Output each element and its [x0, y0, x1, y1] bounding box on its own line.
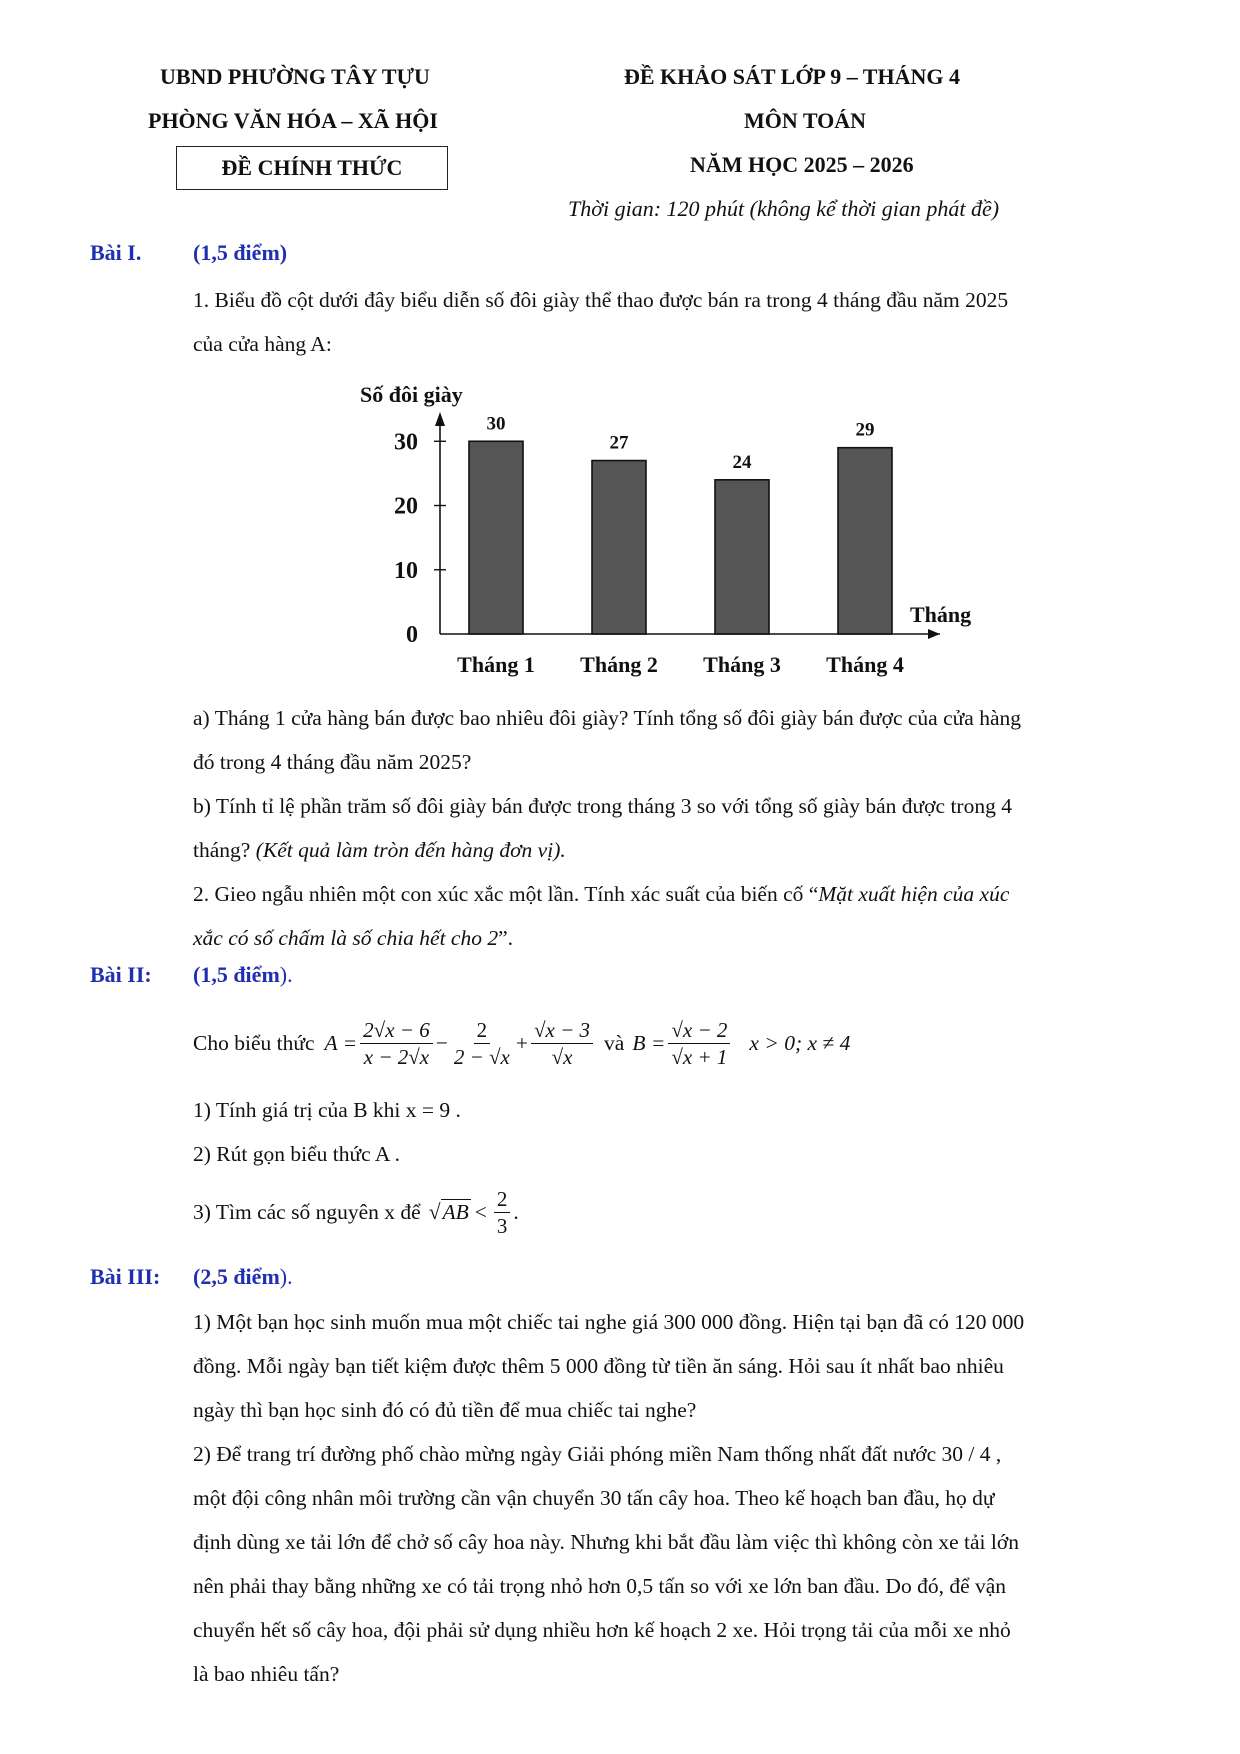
section-2-label: Bài II: [90, 962, 152, 987]
bai3-p2-line2: một đội công nhân môi trường cần vận chuyển 30 tấn cây hoa. Theo kế hoạch ban đầu, họ dự [193, 1486, 995, 1510]
less-than: < [474, 1199, 487, 1224]
qb-line2-italic: (Kết quả làm tròn đến hàng đơn vị). [255, 838, 566, 862]
data-label: 27 [609, 432, 629, 454]
y-tick-label: 30 [394, 429, 418, 456]
time-note: Thời gian: 120 phút (không kể thời gian phát đề) [568, 196, 1000, 221]
frac-q3 [494, 1186, 511, 1239]
section-3-points-tail: ). [279, 1264, 293, 1289]
expr-a-name: A = [324, 1030, 358, 1055]
frac-1 [360, 1017, 433, 1070]
minus-sign: − [435, 1030, 448, 1055]
x-tick-label: Tháng 2 [580, 652, 658, 677]
y-tick-label: 20 [394, 493, 418, 520]
frac-3-den: √x [551, 1044, 573, 1069]
q2-line2-italic: xắc có số chấm là số chia hết cho 2 [193, 926, 499, 950]
expression-intro: Cho biểu thức [193, 1030, 315, 1055]
section-2-points-tail: ). [279, 962, 293, 987]
header-left-line2: PHÒNG VĂN HÓA – XÃ HỘI [148, 108, 438, 133]
data-label: 30 [486, 413, 506, 435]
qa-line2: đó trong 4 tháng đầu năm 2025? [193, 750, 472, 774]
bai3-p2-line1: 2) Để trang trí đường phố chào mừng ngày Giải phóng miền Nam thống nhất đất nước 30 / 4 , [193, 1442, 1002, 1466]
bai2-q3-prefix: 3) Tìm các số nguyên x để [193, 1199, 421, 1224]
frac-1-den: x − 2√x [363, 1044, 430, 1069]
bai3-p2-line3: định dùng xe tải lớn để chở số cây hoa này. Nhưng khi bắt đầu làm việc thì không còn xe tải lớn [193, 1530, 1019, 1554]
frac-b-num: √x − 2 [668, 1017, 730, 1044]
bar [838, 448, 892, 634]
plus-sign: + [515, 1030, 529, 1055]
section-3-label: Bài III: [90, 1264, 161, 1289]
official-exam-box: ĐỀ CHÍNH THỨC [176, 146, 448, 190]
section-3-points [193, 1264, 293, 1290]
expression-line [193, 1008, 850, 1078]
section-1-label: Bài I. [90, 240, 142, 265]
q2-line2-plain: ”. [498, 926, 514, 950]
q3-period: . [513, 1199, 519, 1224]
qb-line2 [193, 828, 566, 872]
domain-condition: x > 0; x ≠ 4 [749, 1030, 851, 1055]
data-label: 24 [732, 451, 752, 473]
bai3-p2-line6: là bao nhiêu tấn? [193, 1662, 340, 1686]
sqrt-ab: AB [442, 1200, 469, 1224]
section-3-points-bold: (2,5 điểm [193, 1264, 280, 1289]
sqrt-symbol: √ [428, 1199, 441, 1224]
x-tick-label: Tháng 3 [703, 652, 781, 677]
x-axis-arrow [928, 629, 940, 639]
q2-line1-plain: 2. Gieo ngẫu nhiên một con xúc xắc một lần. Tính xác suất của biến cố “ [193, 882, 819, 906]
bar [592, 461, 646, 634]
q2-line1-italic: Mặt xuất hiện của xúc [818, 882, 1010, 906]
qb-line1: b) Tính tỉ lệ phần trăm số đôi giày bán được trong tháng 3 so với tổng số giày bán được trong 4 [193, 794, 1012, 818]
bai3-p1-line3: ngày thì bạn học sinh đó có đủ tiền để mua chiếc tai nghe? [193, 1398, 697, 1422]
frac-3 [531, 1017, 593, 1070]
bai2-q2: 2) Rút gọn biểu thức A . [193, 1142, 400, 1166]
header-right-line2: MÔN TOÁN [744, 108, 867, 133]
bai3-p1-line1: 1) Một bạn học sinh muốn mua một chiếc tai nghe giá 300 000 đồng. Hiện tại bạn đã có 120 000 [193, 1310, 1025, 1334]
y-tick-label: 10 [394, 557, 418, 584]
frac-2-den: 2 − √x [453, 1044, 510, 1069]
q2-line2 [193, 916, 513, 960]
frac-b-den: √x + 1 [671, 1044, 728, 1069]
x-tick-label: Tháng 4 [826, 652, 904, 677]
bar-chart [350, 372, 990, 682]
qb-line2-plain: tháng? [193, 838, 256, 862]
and-word: và [604, 1030, 625, 1055]
expr-b-name: B = [632, 1030, 666, 1055]
bai2-q3 [193, 1180, 519, 1244]
frac-b [668, 1017, 730, 1070]
data-label: 29 [855, 419, 875, 441]
q1-line1: 1. Biểu đồ cột dưới đây biểu diễn số đôi giày thể thao được bán ra trong 4 tháng đầu năm 2025 [193, 288, 1009, 312]
y-tick-label: 0 [406, 622, 418, 648]
x-tick-label: Tháng 1 [457, 652, 535, 677]
y-axis-arrow [435, 412, 445, 426]
frac-3-num: √x − 3 [531, 1017, 593, 1044]
header-right-line1: ĐỀ KHẢO SÁT LỚP 9 – THÁNG 4 [624, 64, 960, 89]
frac-q3-den: 3 [496, 1213, 508, 1238]
bai3-p1-line2: đồng. Mỗi ngày bạn tiết kiệm được thêm 5 000 đồng từ tiền ăn sáng. Hỏi sau ít nhất bao nhiêu [193, 1354, 1004, 1378]
q2-line1 [193, 872, 1009, 916]
bai3-p2-line5: chuyển hết số cây hoa, đội phải sử dụng nhiều hơn kế hoạch 2 xe. Hỏi trọng tải của mỗi xe nhỏ [193, 1618, 1011, 1642]
header-left-line1: UBND PHƯỜNG TÂY TỰU [160, 64, 430, 89]
frac-2-num: 2 [474, 1017, 491, 1044]
frac-q3-num: 2 [494, 1186, 511, 1213]
q1-line2: của cửa hàng A: [193, 332, 332, 356]
section-1-points: (1,5 điểm) [193, 240, 288, 265]
frac-2 [451, 1017, 513, 1070]
x-axis-label: Tháng [910, 602, 972, 627]
bar [469, 441, 523, 634]
section-2-points [193, 962, 293, 988]
header-right-line3: NĂM HỌC 2025 – 2026 [690, 152, 914, 177]
bai3-p2-line4: nên phải thay bằng những xe có tải trọng nhỏ hơn 0,5 tấn so với xe lớn ban đầu. Do đó, để vận [193, 1574, 1007, 1598]
chart-title: Số đôi giày [360, 382, 463, 407]
frac-1-num: 2√x − 6 [360, 1017, 433, 1044]
qa-line1: a) Tháng 1 cửa hàng bán được bao nhiêu đôi giày? Tính tổng số đôi giày bán được của cửa hàng [193, 706, 1021, 730]
bar [715, 480, 769, 634]
section-2-points-bold: (1,5 điểm [193, 962, 280, 987]
bai2-q1: 1) Tính giá trị của B khi x = 9 . [193, 1098, 461, 1122]
